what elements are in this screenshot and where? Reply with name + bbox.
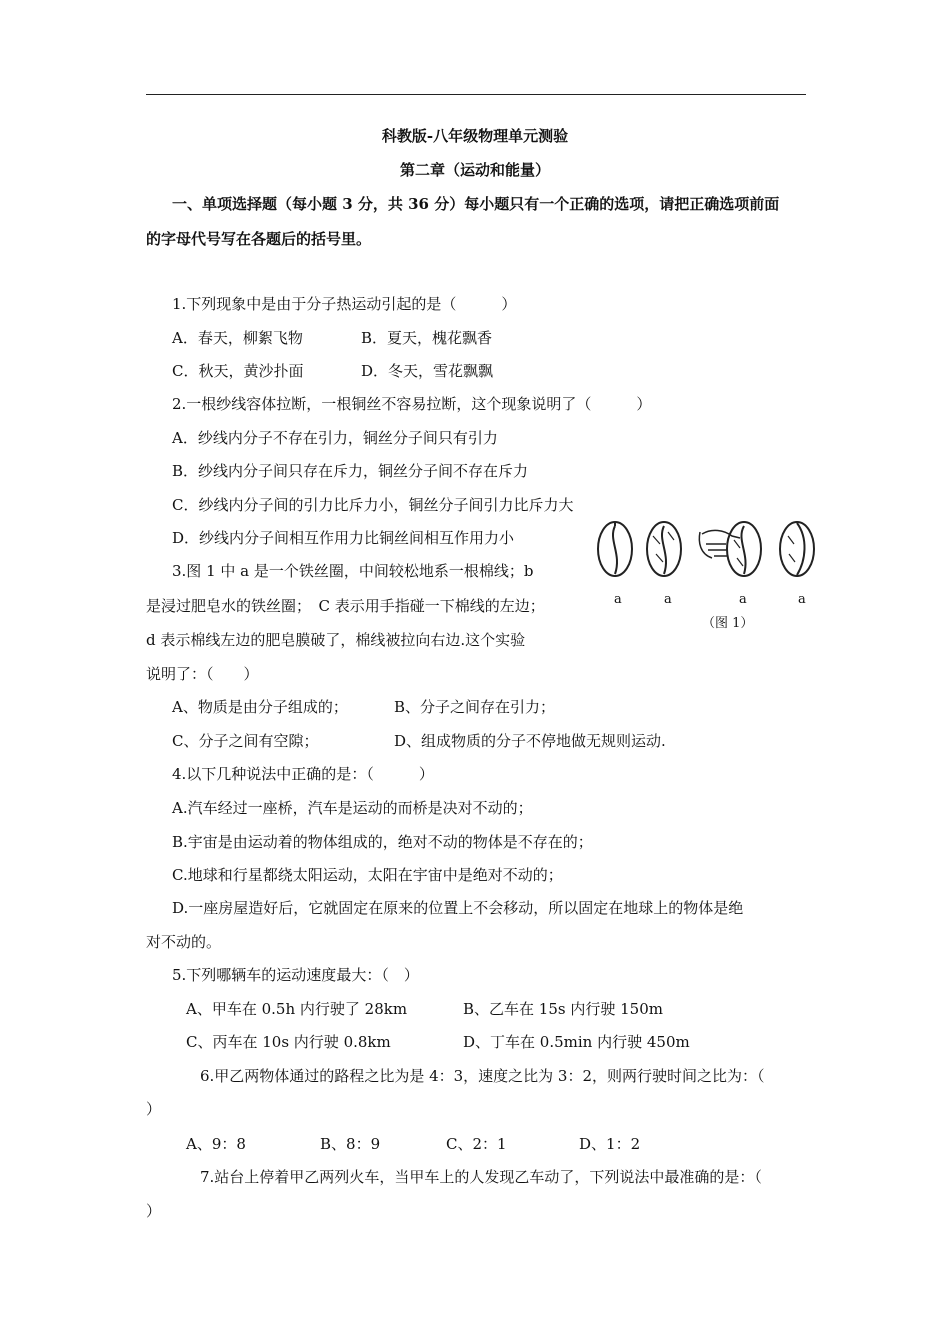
question-3-stem-line1: 3.图 1 中 a 是一个铁丝圈，中间较松地系一根棉线；b: [172, 562, 534, 580]
q4-option-c: C.地球和行星都绕太阳运动，太阳在宇宙中是绝对不动的；: [172, 866, 563, 884]
q5-option-a: A、甲车在 0.5h 内行驶了 28km: [186, 1000, 408, 1018]
question-3-stem-line4: 说明了：（ ）: [146, 665, 259, 683]
q6-option-b: B、8：9: [320, 1135, 381, 1153]
q3-option-d: D、组成物质的分子不停地做无规则运动.: [394, 732, 666, 750]
q1-option-d: D．冬天，雪花飘飘: [361, 362, 494, 380]
q6-option-c: C、2：1: [446, 1135, 507, 1153]
q1-option-c: C．秋天，黄沙扑面: [172, 362, 304, 380]
document-title: 科教版-八年级物理单元测验: [381, 127, 569, 145]
q6-option-d: D、1：2: [579, 1135, 641, 1153]
q2-option-a: A．纱线内分子不存在引力，铜丝分子间只有引力: [172, 429, 498, 447]
q4-option-a: A.汽车经过一座桥，汽车是运动的而桥是决对不动的；: [172, 799, 533, 817]
q6-option-a: A、9：8: [186, 1135, 246, 1153]
figure-caption: （图 1）: [702, 616, 754, 631]
question-6-stem: 6.甲乙两物体通过的路程之比为是 4：3，速度之比为 3：2，则两行驶时间之比为：（: [200, 1067, 765, 1085]
q5-option-b: B、乙车在 15s 内行驶 150m: [463, 1000, 663, 1018]
q5-option-d: D、丁车在 0.5min 内行驶 450m: [463, 1033, 690, 1051]
q1-option-a: A．春天，柳絮飞物: [172, 329, 303, 347]
question-3-stem-line3: d 表示棉线左边的肥皂膜破了，棉线被拉向右边.这个实验: [146, 631, 526, 649]
question-5-stem: 5.下列哪辆车的运动速度最大：（ ）: [172, 966, 419, 984]
question-4-stem: 4.以下几种说法中正确的是：（ ）: [172, 765, 434, 783]
question-1-stem: 1.下列现象中是由于分子热运动引起的是（ ）: [172, 295, 517, 313]
q3-option-c: C、分子之间有空隙；: [172, 732, 319, 750]
q2-option-d: D．纱线内分子间相互作用力比铜丝间相互作用力小: [172, 529, 515, 547]
chapter-subtitle: 第二章（运动和能量）: [399, 161, 550, 179]
figure-label-a1: a: [614, 592, 622, 607]
question-2-stem: 2.一根纱线容体拉断，一根铜丝不容易拉断，这个现象说明了（ ）: [172, 395, 652, 413]
q4-option-d-continued: 对不动的。: [146, 933, 222, 951]
figure-label-a2: a: [664, 592, 672, 607]
question-7-stem-continued: ）: [146, 1202, 162, 1220]
soap-film-rings-illustration: [594, 514, 824, 602]
section-heading-line1: 一、单项选择题（每小题 3 分，共 36 分）每小题只有一个正确的选项，请把正确选项前面: [172, 195, 780, 213]
figure-label-a4: a: [798, 592, 806, 607]
q3-option-b: B、分子之间存在引力；: [394, 698, 556, 716]
q3-option-a: A、物质是由分子组成的；: [172, 698, 348, 716]
q2-option-b: B．纱线内分子间只存在斥力，铜丝分子间不存在斥力: [172, 462, 529, 480]
header-rule: [146, 94, 806, 95]
section-heading-line2: 的字母代号写在各题后的括号里。: [146, 230, 372, 248]
q4-option-d: D.一座房屋造好后，它就固定在原来的位置上不会移动，所以固定在地球上的物体是绝: [172, 899, 744, 917]
q4-option-b: B.宇宙是由运动着的物体组成的，绝对不动的物体是不存在的；: [172, 833, 593, 851]
question-7-stem: 7.站台上停着甲乙两列火车，当甲车上的人发现乙车动了，下列说法中最准确的是：（: [200, 1168, 762, 1186]
question-3-stem-line2: 是浸过肥皂水的铁丝圈； C 表示用手指碰一下棉线的左边；: [146, 597, 545, 615]
q2-option-c: C．纱线内分子间的引力比斥力小，铜丝分子间引力比斥力大: [172, 496, 574, 514]
figure-1: [594, 514, 824, 634]
figure-label-a3: a: [739, 592, 747, 607]
q1-option-b: B．夏天，槐花飘香: [361, 329, 493, 347]
question-6-stem-continued: ）: [146, 1100, 162, 1118]
q5-option-c: C、丙车在 10s 内行驶 0.8km: [186, 1033, 391, 1051]
